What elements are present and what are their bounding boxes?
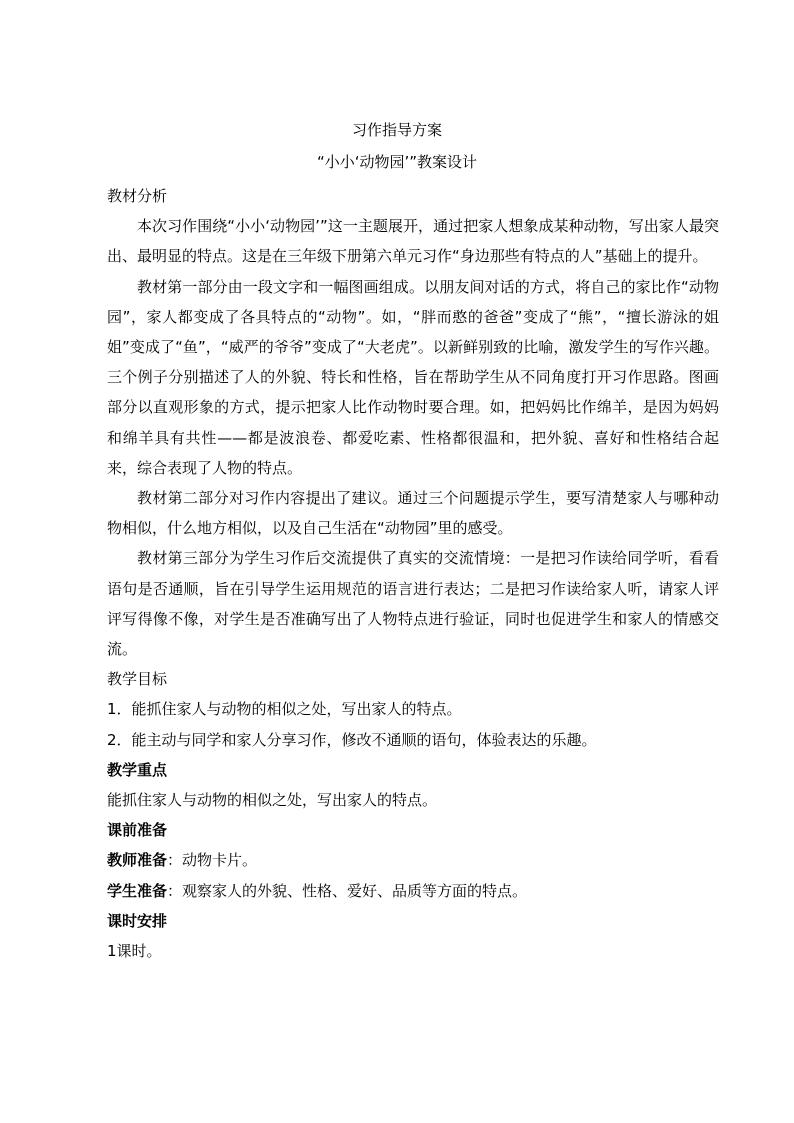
teacher-preparation-text: ：动物卡片。	[167, 851, 258, 870]
schedule-text: 1课时。	[107, 942, 162, 961]
section-heading-materials: 教材分析	[107, 187, 168, 205]
document-subtitle: “小小‘动物园’”教案设计	[316, 153, 478, 171]
teacher-preparation-label: 教师准备	[107, 851, 168, 870]
section-heading-preparation: 课前准备	[107, 821, 168, 840]
paragraph-part-three: 教材第三部分为学生习作后交流提供了真实的交流情境：一是把习作读给同学听，看看语句是否通顺，旨在引导学生运用规范的语言进行表达；二是把习作读给家人听，请家人评评写得像不像，对学生是否准确写出了人物特点进行验证，同时也促进学生和家人的情感交流。	[107, 549, 719, 659]
document-body	[107, 181, 719, 966]
paragraph-overview: 本次习作围绕“小小‘动物园’”这一主题展开，通过把家人想象成某种动物，写出家人最突出、最明显的特点。这是在三年级下册第六单元习作“身边那些有特点的人”基础上的提升。	[107, 217, 719, 266]
section-heading-goals: 教学目标	[107, 670, 168, 689]
section-heading-focus: 教学重点	[107, 760, 168, 779]
paragraph-part-two: 教材第二部分对习作内容提出了建议。通过三个问题提示学生，要写清楚家人与哪种动物相似，什么地方相似，以及自己生活在“动物园”里的感受。	[107, 489, 719, 538]
student-preparation-text: ：观察家人的外貌、性格、爱好、品质等方面的特点。	[167, 881, 528, 900]
student-preparation	[107, 876, 719, 906]
goal-item-1: 1．能抓住家人与动物的相似之处，写出家人的特点。	[107, 700, 462, 719]
teacher-preparation	[107, 845, 719, 875]
document-title: 习作指导方案	[351, 121, 442, 139]
paragraph-part-one: 教材第一部分由一段文字和一幅图画组成。以朋友间对话的方式，将自己的家比作“动物园”，家人都变成了各具特点的“动物”。如，“胖而憨的爸爸”变成了“熊”，“擅长游泳的姐姐”变成了“鱼”，“威严的爷爷”变成了“大老虎”。以新鲜别致的比喻，激发学生的写作兴趣。三个例子分别描述了人的外貌、特长和性格，旨在帮助学生从不同角度打开习作思路。图画部分以直观形象的方式，提示把家人比作动物时要合理。如，把妈妈比作绵羊，是因为妈妈和绵羊具有共性——都是波浪卷、都爱吃素、性格都很温和，把外貌、喜好和性格结合起来，综合表现了人物的特点。	[107, 277, 719, 477]
focus-text: 能抓住家人与动物的相似之处，写出家人的特点。	[107, 791, 438, 810]
student-preparation-label: 学生准备	[107, 881, 168, 900]
goal-item-2: 2．能主动与同学和家人分享习作，修改不通顺的语句，体验表达的乐趣。	[107, 730, 597, 749]
section-heading-schedule: 课时安排	[107, 911, 168, 930]
